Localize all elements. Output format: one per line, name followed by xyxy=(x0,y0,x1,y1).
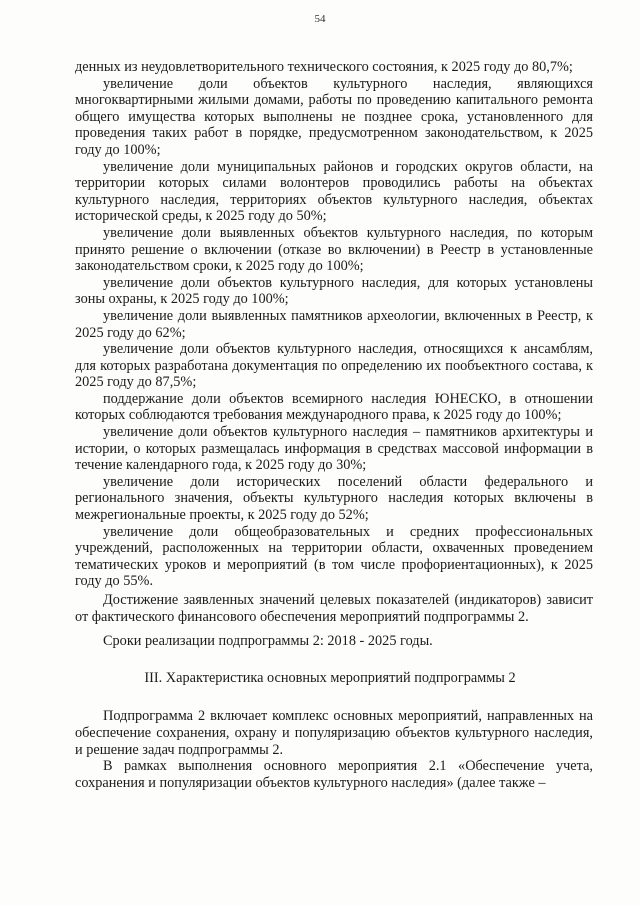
paragraph: поддержание доли объектов всемирного наследия ЮНЕСКО, в отношении которых соблюдаются требования международного права, к 2025 году до 100%; xyxy=(75,390,593,424)
section-heading: III. Характеристика основных мероприятий подпрограммы 2 xyxy=(144,669,516,686)
paragraph: увеличение доли общеобразовательных и средних профессиональных учреждений, расположенных на территории области, охваченных проведением тематических уроков и мероприятий (в том числе профориентационных), к 2025 году до 55%. xyxy=(75,523,593,590)
deadline-paragraph: Сроки реализации подпрограммы 2: 2018 - 2025 годы. xyxy=(103,633,433,650)
paragraph: увеличение доли исторических поселений области федерального и регионального значения, объекты культурного наследия которых включены в межрегиональные проекты, к 2025 году до 52%; xyxy=(75,473,593,524)
paragraph: увеличение доли выявленных памятников археологии, включенных в Реестр, к 2025 году до 62%; xyxy=(75,307,593,341)
paragraph: увеличение доли объектов культурного наследия – памятников архитектуры и истории, о которых размещалась информация в средствах массовой информации в течение календарного года, к 2025 году до 30%; xyxy=(75,424,593,474)
paragraph: увеличение доли объектов культурного наследия, являющихся многоквартирными жилыми домами, работы по проведению капитального ремонта общего имущества которых выполнены не позднее срока, установленного для проведения таких работ в порядке, предусмотренном законодательством, к 2025 году до 100%; xyxy=(75,75,593,158)
paragraph: денных из неудовлетворительного технического состояния, к 2025 году до 80,7%; xyxy=(75,59,573,75)
paragraph: увеличение доли выявленных объектов культурного наследия, по которым принято решение о включении (отказе во включении) в Реестр в установленные законодательством сроки, к 2025 году до 100%; xyxy=(75,224,593,275)
closing-paragraph: Достижение заявленных значений целевых показателей (индикаторов) зависит от фактического финансового обеспечения мероприятий подпрограммы 2. xyxy=(75,592,593,625)
intro-paragraph: Подпрограмма 2 включает комплекс основных мероприятий, направленных на обеспечение сохранения, охрану и популяризацию объектов культурного наследия, и решение задач подпрограммы 2. xyxy=(75,708,593,758)
paragraph: увеличение доли муниципальных районов и городских округов области, на территории которых силами волонтеров проводились работы на объектах культурного наследия, территориях объектов культурного наследия, объектах исторической среды, к 2025 году до 50%; xyxy=(75,158,593,225)
paragraph: увеличение доли объектов культурного наследия, для которых установлены зоны охраны, к 2025 году до 100%; xyxy=(75,274,593,308)
last-paragraph: В рамках выполнения основного мероприятия 2.1 «Обеспечение учета, сохранения и популяризации объектов культурного наследия» (далее также – xyxy=(75,758,593,791)
document-body xyxy=(75,59,593,791)
paragraph: увеличение доли объектов культурного наследия, относящихся к ансамблям, для которых разработана документация по определению их пообъектного состава, к 2025 году до 87,5%; xyxy=(75,341,593,391)
page-number: 54 xyxy=(314,13,326,25)
